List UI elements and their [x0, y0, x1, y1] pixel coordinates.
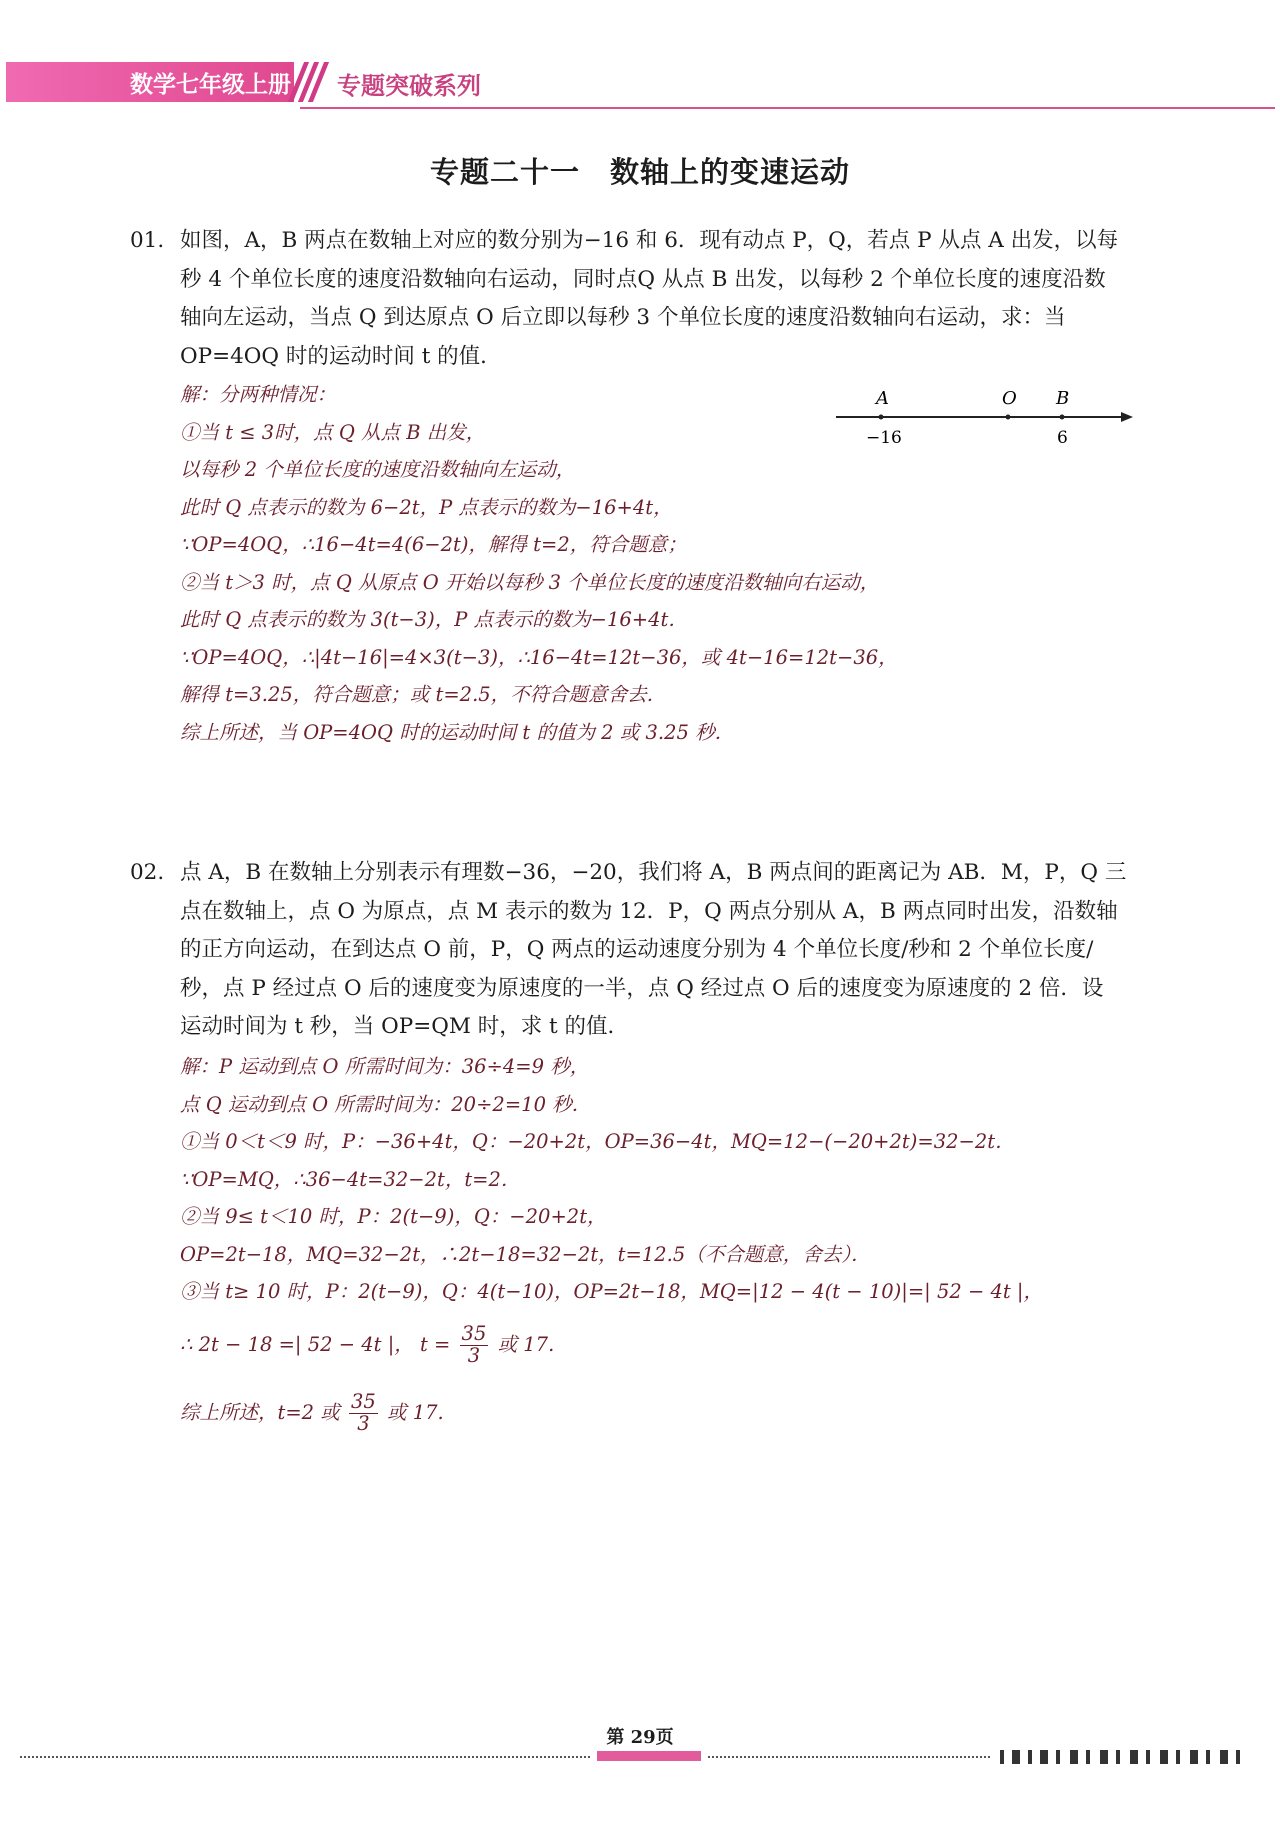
solution-line: 综上所述，当 OP=4OQ 时的运动时间 t 的值为 2 或 3.25 秒．	[180, 720, 735, 744]
point-a-label: A	[876, 388, 889, 409]
footer-page-bar	[597, 1751, 701, 1761]
question-line: 运动时间为 t 秒，当 OP=QM 时，求 t 的值．	[180, 1014, 630, 1039]
solution-line: ①当 t ≤ 3时，点 Q 从点 B 出发，	[180, 420, 486, 444]
conclusion-suffix: 或 17.	[387, 1400, 444, 1424]
solution-line: 此时 Q 点表示的数为 3(t−3)，P 点表示的数为−16+4t．	[180, 608, 688, 631]
footer-rule-right	[708, 1756, 990, 1758]
question-2	[130, 854, 1190, 1047]
solution-line: ②当 t＞3 时，点 Q 从原点 O 开始以每秒 3 个单位长度的速度沿数轴向右运动，	[180, 570, 880, 594]
conclusion-prefix: 综上所述，t=2 或	[180, 1400, 340, 1424]
point-o-label: O	[1002, 388, 1017, 409]
point-b-dot	[1060, 415, 1065, 420]
solution-line: ∵OP=MQ，∴36−4t=32−2t，t=2．	[180, 1167, 521, 1191]
solution-line: 以每秒 2 个单位长度的速度沿数轴向左运动，	[180, 458, 576, 481]
solution-line: 解得 t=3.25，符合题意；或 t=2.5，不符合题意舍去．	[180, 683, 667, 706]
solution-line: 解：P 运动到点 O 所需时间为：36÷4=9 秒，	[180, 1055, 590, 1078]
page-header	[0, 56, 1280, 108]
fraction	[460, 1324, 489, 1366]
series-label: 数学七年级上册	[130, 72, 291, 98]
question-number: 01.	[130, 228, 165, 253]
solution-line: ∵OP=4OQ，∴16−4t=4(6−2t)，解得 t=2，符合题意；	[180, 533, 687, 556]
question-line: 点 A，B 在数轴上分别表示有理数−36，−20，我们将 A，B 两点间的距离记为 AB．M，P，Q 三	[180, 860, 1127, 885]
arrow-icon	[1121, 412, 1133, 422]
page-title: 专题二十一 数轴上的变速运动	[429, 155, 850, 189]
fraction	[349, 1392, 378, 1434]
solution-line	[180, 1379, 1043, 1447]
solution-1	[180, 376, 898, 751]
question-line: 秒，点 P 经过点 O 后的速度变为原速度的一半，点 Q 经过点 O 后的速度变为原速度的 2 倍．设	[180, 975, 1104, 1001]
question-line: 如图，A，B 两点在数轴上对应的数分别为−16 和 6．现有动点 P，Q，若点 P 从点 A 出发，以每	[180, 228, 1119, 253]
page-number: 第 29页	[606, 1727, 674, 1748]
topic-label: 专题突破系列	[337, 71, 481, 100]
solution-line: ②当 9≤ t＜10 时，P：2(t−9)，Q：−20+2t，	[180, 1205, 607, 1228]
solution-line: OP=2t−18，MQ=32−2t，∴2t−18=32−2t，t=12.5（不合题意，舍去）．	[180, 1242, 871, 1266]
header-rule	[300, 107, 1275, 109]
value-b-label: 6	[1057, 428, 1068, 448]
question-line: 的正方向运动，在到达点 O 前，P，Q 两点的运动速度分别为 4 个单位长度/秒和 2 个单位长度/	[180, 937, 1094, 962]
solution-line: 此时 Q 点表示的数为 6−2t，P 点表示的数为−16+4t，	[180, 495, 673, 519]
solution-line: 解：分两种情况：	[180, 383, 337, 406]
equation-prefix: ∴ 2t − 18 =| 52 − 4t |， t =	[180, 1332, 451, 1356]
question-line: 点在数轴上，点 O 为原点，点 M 表示的数为 12．P，Q 两点分别从 A，B 两点同时出发，沿数轴	[180, 898, 1118, 924]
point-b-label: B	[1056, 388, 1070, 409]
solution-line: ①当 0＜t＜9 时，P：−36+4t，Q：−20+2t，OP=36−4t，MQ=12−(−20+2t)=32−2t．	[180, 1130, 1015, 1153]
point-o-dot	[1006, 415, 1011, 420]
fraction-denominator: 3	[357, 1411, 370, 1435]
fraction-numerator: 35	[461, 1322, 487, 1346]
value-a-label: −16	[866, 428, 902, 448]
fraction-denominator: 3	[467, 1343, 481, 1367]
question-line: OP=4OQ 时的运动时间 t 的值．	[180, 343, 502, 369]
question-1	[130, 222, 1190, 376]
question-line: 轴向左运动，当点 Q 到达原点 O 后立即以每秒 3 个单位长度的速度沿数轴向右运动，求：当	[180, 305, 1066, 330]
solution-line: ∵OP=4OQ，∴|4t−16|=4×3(t−3)，∴16−4t=12t−36，或 4t−16=12t−36，	[180, 645, 898, 669]
question-line: 秒 4 个单位长度的速度沿数轴向右运动，同时点Q 从点 B 出发，以每秒 2 个单位长度的速度沿数	[180, 266, 1106, 292]
question-number: 02.	[130, 860, 165, 885]
footer-bars-decoration	[1000, 1748, 1260, 1766]
solution-line: ③当 t≥ 10 时，P：2(t−9)，Q：4(t−10)，OP=2t−18，MQ=|12 − 4(t − 10)|=| 52 − 4t |，	[180, 1280, 1043, 1303]
solution-2	[180, 1048, 1043, 1447]
footer-rule-left	[20, 1756, 590, 1758]
fraction-numerator: 35	[350, 1390, 376, 1414]
solution-line: 点 Q 运动到点 O 所需时间为：20÷2=10 秒．	[180, 1092, 592, 1116]
solution-line	[180, 1311, 1043, 1379]
equation-suffix: 或 17.	[497, 1332, 555, 1356]
